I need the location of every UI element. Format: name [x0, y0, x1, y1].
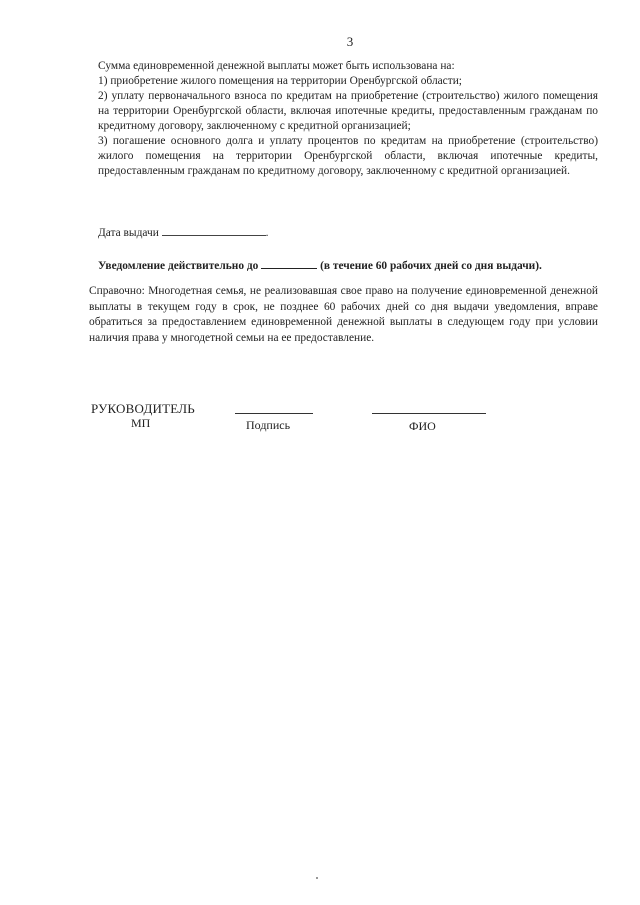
issue-date-blank: [162, 225, 266, 236]
validity-date-blank: [261, 258, 317, 269]
payment-usage-item-3: 3) погашение основного долга и уплату процентов по кредитам на приобретение (строительство) жилого помещения на территории Оренбургской области, включая ипотечные кредиты, предоставленным гражданам по кредитному договору, заключенному с кредитной организацией.: [98, 135, 598, 177]
validity-text-before: Уведомление действительно до: [98, 260, 259, 272]
payment-usage-item-2: 2) уплату первоначального взноса по кредитам на приобретение (строительство) жилого помещения на территории Оренбургской области, включая ипотечные кредиты, предоставленным гражданам по кредитному договору, заключенному с кредитной организацией;: [98, 90, 598, 132]
head-title: РУКОВОДИТЕЛЬ: [91, 401, 195, 416]
issue-date-label: Дата выдачи: [98, 227, 159, 239]
signature-label: Подпись: [246, 418, 291, 432]
stamp-placeholder: МП: [131, 416, 151, 430]
name-line: [372, 413, 486, 414]
scan-speck: [316, 877, 318, 879]
validity-text-after: (в течение 60 рабочих дней со дня выдачи).: [320, 260, 542, 272]
reference-note: Справочно: Многодетная семья, не реализовавшая свое право на получение единовременной денежной выплаты в текущем году в срок, не позднее 60 рабочих дней со дня выдачи уведомления, вправе обратиться за предоставлением единовременной денежной выплаты в следующем году при условии наличия права у многодетной семьи на ее предоставление.: [89, 285, 598, 344]
payment-usage-lead: Сумма единовременной денежной выплаты может быть использована на:: [98, 60, 455, 72]
page-number: 3: [346, 34, 354, 49]
name-label: ФИО: [409, 419, 436, 433]
issue-date-line: [98, 225, 269, 239]
issue-date-period: .: [265, 227, 269, 239]
signature-line: [235, 413, 313, 414]
payment-usage-section: [98, 59, 598, 179]
payment-usage-item-1: 1) приобретение жилого помещения на территории Оренбургской области;: [98, 75, 462, 87]
validity-notice: [98, 258, 542, 272]
